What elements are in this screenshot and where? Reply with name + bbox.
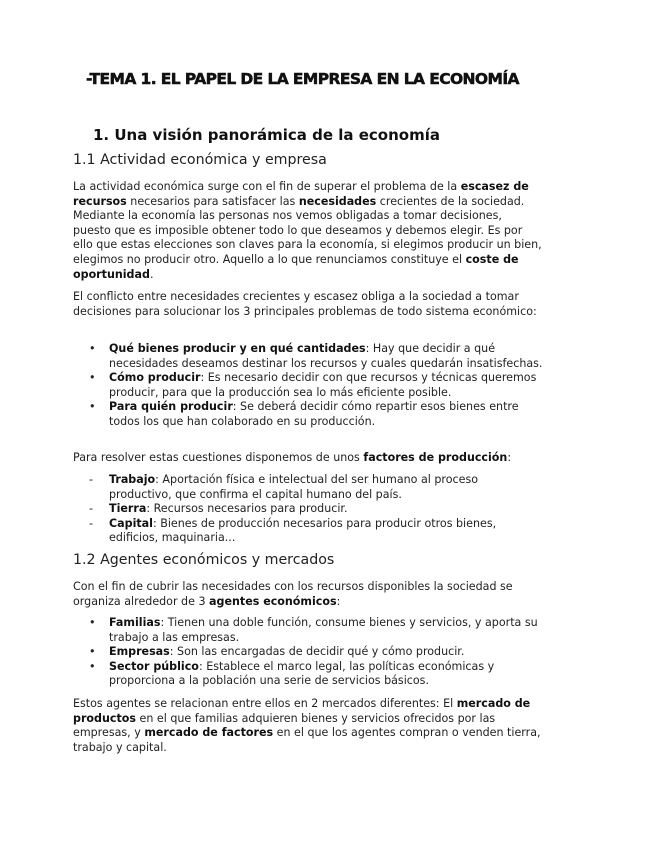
paragraph-mercados: Estos agentes se relacionan entre ellos en 2 mercados diferentes: El mercado de productos en el que familias adquieren bienes y servicios ofrecidos por las empresas, y mercado de factores en el que los agentes compran o venden tierra, trabajo y capital. <box>73 697 541 754</box>
subsection-heading-1-2: 1.2 Agentes económicos y mercados <box>73 552 335 568</box>
list-item: • Qué bienes producir y en qué cantidades: Hay que decidir a qué necesidades deseamos destinar los recursos y cuales quedarán insatisfechas. <box>89 342 543 370</box>
paragraph-conflicto: El conflicto entre necesidades crecientes y escasez obliga a la sociedad a tomar decisiones para solucionar los 3 principales problemas de todo sistema económico: <box>73 290 537 318</box>
list-item: - Tierra: Recursos necesarios para producir. <box>89 502 348 516</box>
list-item: • Para quién producir: Se deberá decidir cómo repartir esos bienes entre todos los que han colaborado en su producción. <box>89 400 519 428</box>
list-item: • Familias: Tienen una doble función, consume bienes y servicios, y aporta su trabajo a las empresas. <box>89 616 538 644</box>
list-item: - Capital: Bienes de producción necesarios para producir otros bienes, edificios, maquinaria... <box>89 516 497 545</box>
subsection-heading-1-1: 1.1 Actividad económica y empresa <box>73 152 327 168</box>
dash-marker: - <box>89 502 94 516</box>
agents-list <box>73 616 543 689</box>
list-item: • Empresas: Son las encargadas de decidir qué y cómo producir. <box>89 645 465 659</box>
problems-list <box>73 342 543 430</box>
bullet-marker: • <box>89 645 96 659</box>
list-item: - Trabajo: Aportación física e intelectual del ser humano al proceso productivo, que confirma el capital humano del país. <box>89 473 479 501</box>
paragraph-actividad: La actividad económica surge con el fin de superar el problema de la escasez de recursos necesarios para satisfacer las necesidades crecientes de la sociedad. Mediante la economía las personas nos vemos obligadas a tomar decisiones, puesto que es imposible obtener todo lo que deseamos y debemos elegir. Es por ello que estas elecciones son claves para la economía, si elegimos producir un bien, elegimos no producir otro. Aquello a lo que renunciamos constituye el coste de oportunidad. <box>73 180 542 281</box>
list-item: • Sector público: Establece el marco legal, las políticas económicas y proporciona a la población una serie de servicios básicos. <box>89 659 495 688</box>
bullet-marker: • <box>89 616 96 629</box>
paragraph-factores: Para resolver estas cuestiones disponemos de unos factores de producción: <box>73 451 512 464</box>
bullet-marker: • <box>89 371 96 385</box>
bullet-marker: • <box>89 400 96 414</box>
bullet-marker: • <box>89 342 96 355</box>
dash-marker: - <box>89 516 94 530</box>
paragraph-agentes: Con el fin de cubrir las necesidades con los recursos disponibles la sociedad se organiza alrededor de 3 agentes económicos: <box>73 580 513 608</box>
section-heading-1: 1. Una visión panorámica de la economía <box>93 126 440 144</box>
dash-marker: - <box>89 473 94 486</box>
list-item: • Cómo producir: Es necesario decidir con que recursos y técnicas queremos producir, para que la producción sea lo más eficiente posible. <box>89 371 537 399</box>
factors-list <box>73 473 543 546</box>
document-title: -TEMA 1. EL PAPEL DE LA EMPRESA EN LA ECONOMÍA <box>86 70 519 88</box>
bullet-marker: • <box>89 659 96 673</box>
